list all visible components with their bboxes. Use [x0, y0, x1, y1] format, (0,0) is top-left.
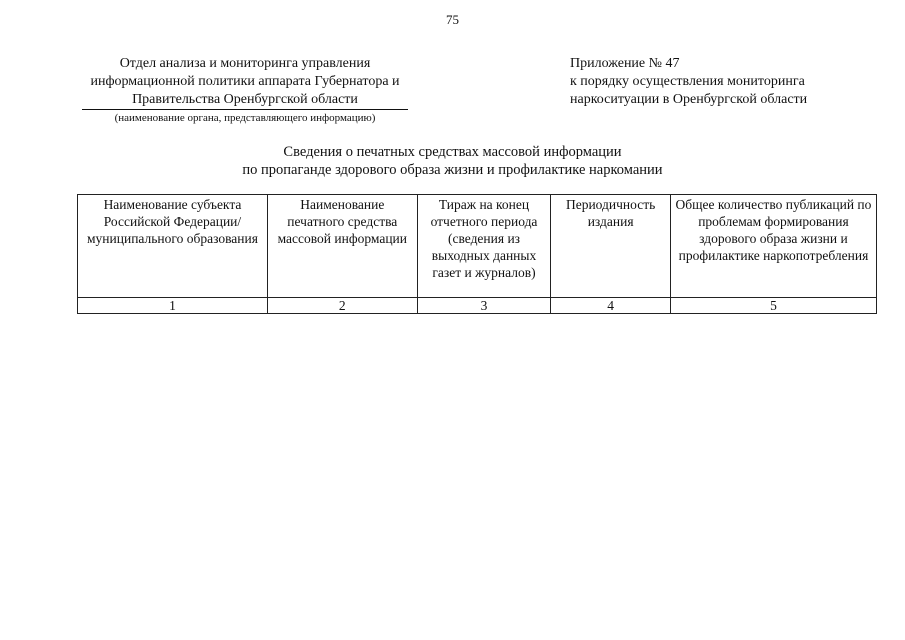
organization-line-3: Правительства Оренбургской области [82, 91, 408, 110]
appendix-block [570, 55, 890, 109]
title-line-1: Сведения о печатных средствах массовой информации [283, 144, 622, 160]
appendix-line-3: наркоситуации в Оренбургской области [570, 92, 808, 107]
header-publications-count: Общее количество публикаций по проблемам формирования здорового образа жизни и профилактике наркопотребления [670, 195, 876, 298]
appendix-line-2: к порядку осуществления мониторинга [570, 74, 805, 89]
column-number-2: 2 [267, 298, 417, 314]
header-subject: Наименование субъекта Российской Федерации/ муниципального образования [78, 195, 268, 298]
column-number-1: 1 [78, 298, 268, 314]
appendix-line-1: Приложение № 47 [570, 56, 680, 71]
column-number-5: 5 [670, 298, 876, 314]
organization-block [70, 55, 420, 125]
header-circulation: Тираж на конец отчетного периода (сведения из выходных данных газет и журналов) [417, 195, 551, 298]
organization-caption: (наименование органа, представляющего информацию) [114, 112, 376, 124]
table-number-row [78, 298, 877, 314]
page-number: 75 [446, 12, 459, 27]
table-header-row [78, 195, 877, 298]
header-periodicity: Периодичность издания [551, 195, 671, 298]
document-title [0, 143, 905, 179]
report-table [77, 194, 877, 314]
column-number-4: 4 [551, 298, 671, 314]
column-number-3: 3 [417, 298, 551, 314]
organization-line-2: информационной политики аппарата Губернатора и [90, 74, 400, 89]
title-line-2: по пропаганде здорового образа жизни и профилактике наркомании [242, 162, 663, 178]
header-media-name: Наименование печатного средства массовой информации [267, 195, 417, 298]
organization-line-1: Отдел анализа и мониторинга управления [119, 56, 371, 71]
